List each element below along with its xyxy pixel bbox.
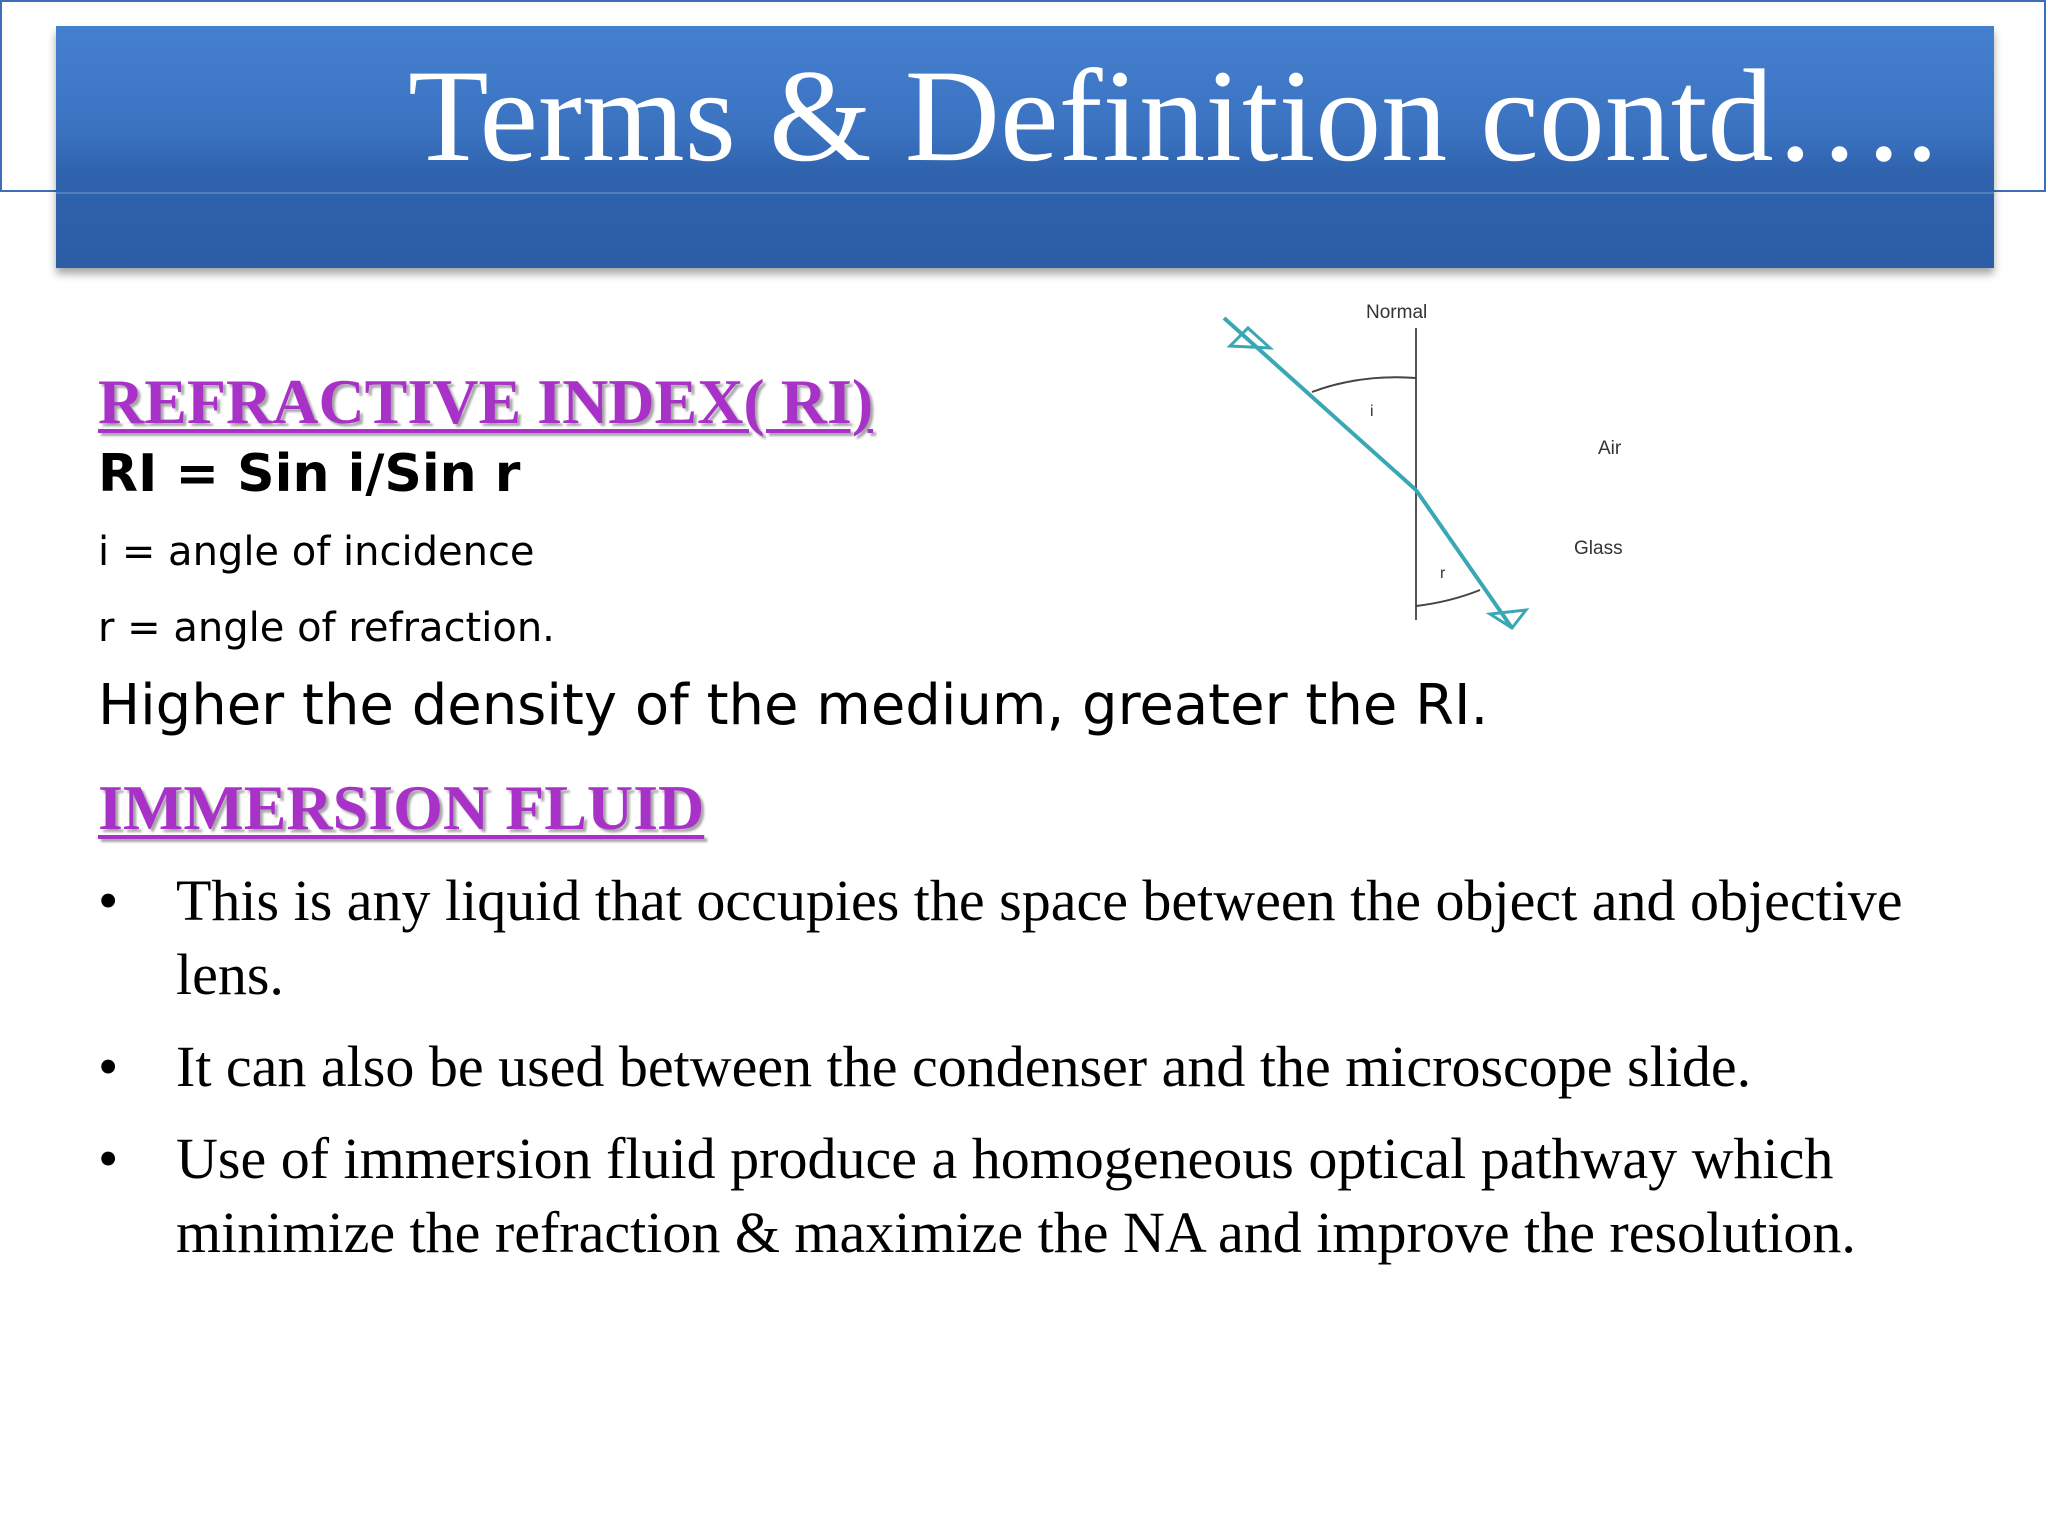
angle-r-arc	[1416, 590, 1480, 606]
immersion-fluid-list	[98, 864, 1978, 1288]
refraction-diagram	[1000, 276, 1880, 656]
list-item	[98, 1030, 1978, 1104]
bullet-icon: •	[98, 868, 119, 933]
angle-i-label: i	[1370, 403, 1374, 420]
refractive-index-heading: REFRACTIVE INDEX( RI)	[98, 366, 874, 437]
bullet-text: It can also be used between the condenser and the microscope slide.	[176, 1034, 1752, 1099]
bullet-text: This is any liquid that occupies the space between the object and objective lens.	[176, 868, 1903, 1007]
slide-title: Terms & Definition contd….	[408, 42, 1939, 189]
angle-i-arc	[1312, 377, 1416, 392]
refracted-ray	[1416, 490, 1512, 628]
banner-sheen	[56, 192, 1994, 194]
angle-r-label: r	[1440, 565, 1446, 582]
incident-ray	[1224, 318, 1416, 490]
list-item	[98, 864, 1978, 1012]
definition-i: i = angle of incidence	[98, 529, 535, 575]
ri-formula: RI = Sin i/Sin r	[98, 444, 521, 504]
density-statement: Higher the density of the medium, greater the RI.	[98, 673, 1489, 738]
definition-r: r = angle of refraction.	[98, 605, 555, 651]
glass-label: Glass	[1574, 538, 1623, 559]
bullet-text: Use of immersion fluid produce a homogeneous optical pathway which minimize the refraction & maximize the NA and improve the resolution.	[176, 1126, 1856, 1265]
immersion-fluid-heading: IMMERSION FLUID	[98, 772, 705, 843]
bullet-icon: •	[98, 1034, 119, 1099]
list-item	[98, 1122, 1978, 1270]
normal-label: Normal	[1366, 302, 1428, 323]
bullet-icon: •	[98, 1126, 119, 1191]
air-label: Air	[1598, 438, 1622, 459]
